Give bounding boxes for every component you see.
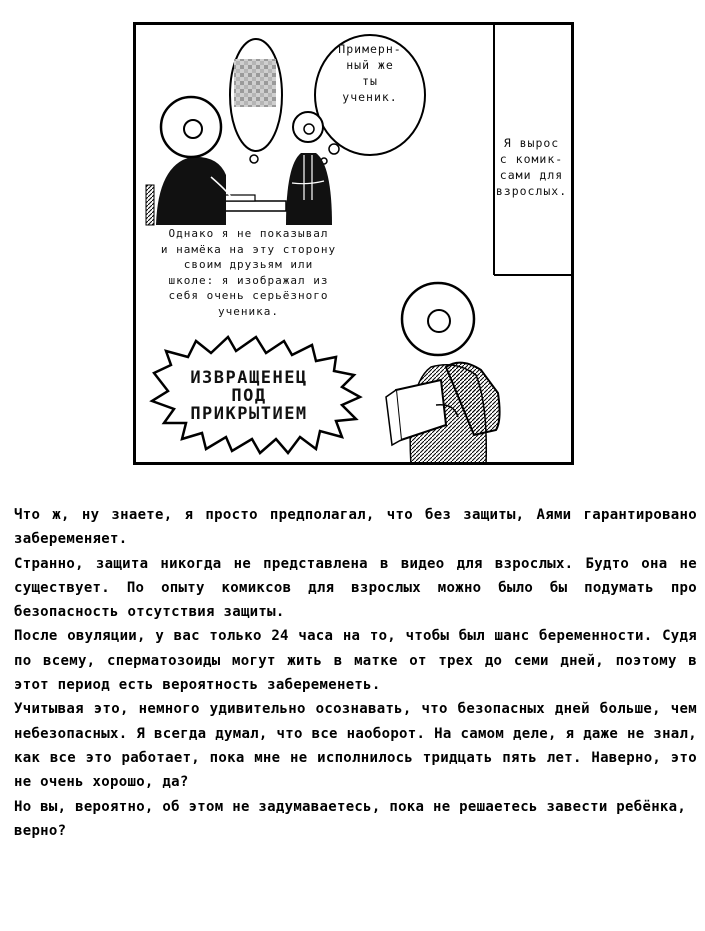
paragraph: Странно, защита никогда не представлена в видео для взрослых. Будто она не существует. По опыту комиксов для взрослых можно было бы подумать про безопасность отсутствия защиты. <box>14 555 697 621</box>
reading-student <box>386 283 500 465</box>
paragraph: Учитывая это, немного удивительно осознавать, что безопасных дней больше, чем небезопасных. Я всегда думал, что все наоборот. На самом деле, я даже не знал, как все это работает, пока мне не исполнилось тридцать пять лет. Наверно, это не очень хорошо, да? <box>14 701 697 791</box>
panel-caption: Однако я не показывал и намёка на эту сторону своим друзьям или школе: я изображал из себя очень серьёзного ученика. <box>160 227 337 318</box>
student-figure <box>156 97 231 225</box>
side-box-text: Я вырос с комик- сами для взрослых. <box>495 136 568 198</box>
manga-panel <box>133 22 574 465</box>
thought-bubble-text: Примерн- ный же ты ученик. <box>338 42 402 104</box>
panel-title: ИЗВРАЩЕНЕЦ ПОД ПРИКРЫТИЕМ <box>190 368 308 424</box>
paragraph: После овуляции, у вас только 24 часа на то, чтобы был шанс беременности. Судя по всему, сперматозоиды могут жить в матке от трех до семи дней, поэтому в этот период есть вероятность забеременеть. <box>14 628 697 694</box>
paragraph: Что ж, ну знаете, я просто предполагал, что без защиты, Аями гарантировано забеременяет. <box>14 507 697 548</box>
censored-thought-bubble <box>230 39 282 163</box>
translator-notes <box>14 503 697 843</box>
pixelated-image <box>234 59 276 107</box>
paragraph: Но вы, вероятно, об этом не задумаваетесь, пока не решаетесь завести ребёнка, верно? <box>14 798 687 839</box>
